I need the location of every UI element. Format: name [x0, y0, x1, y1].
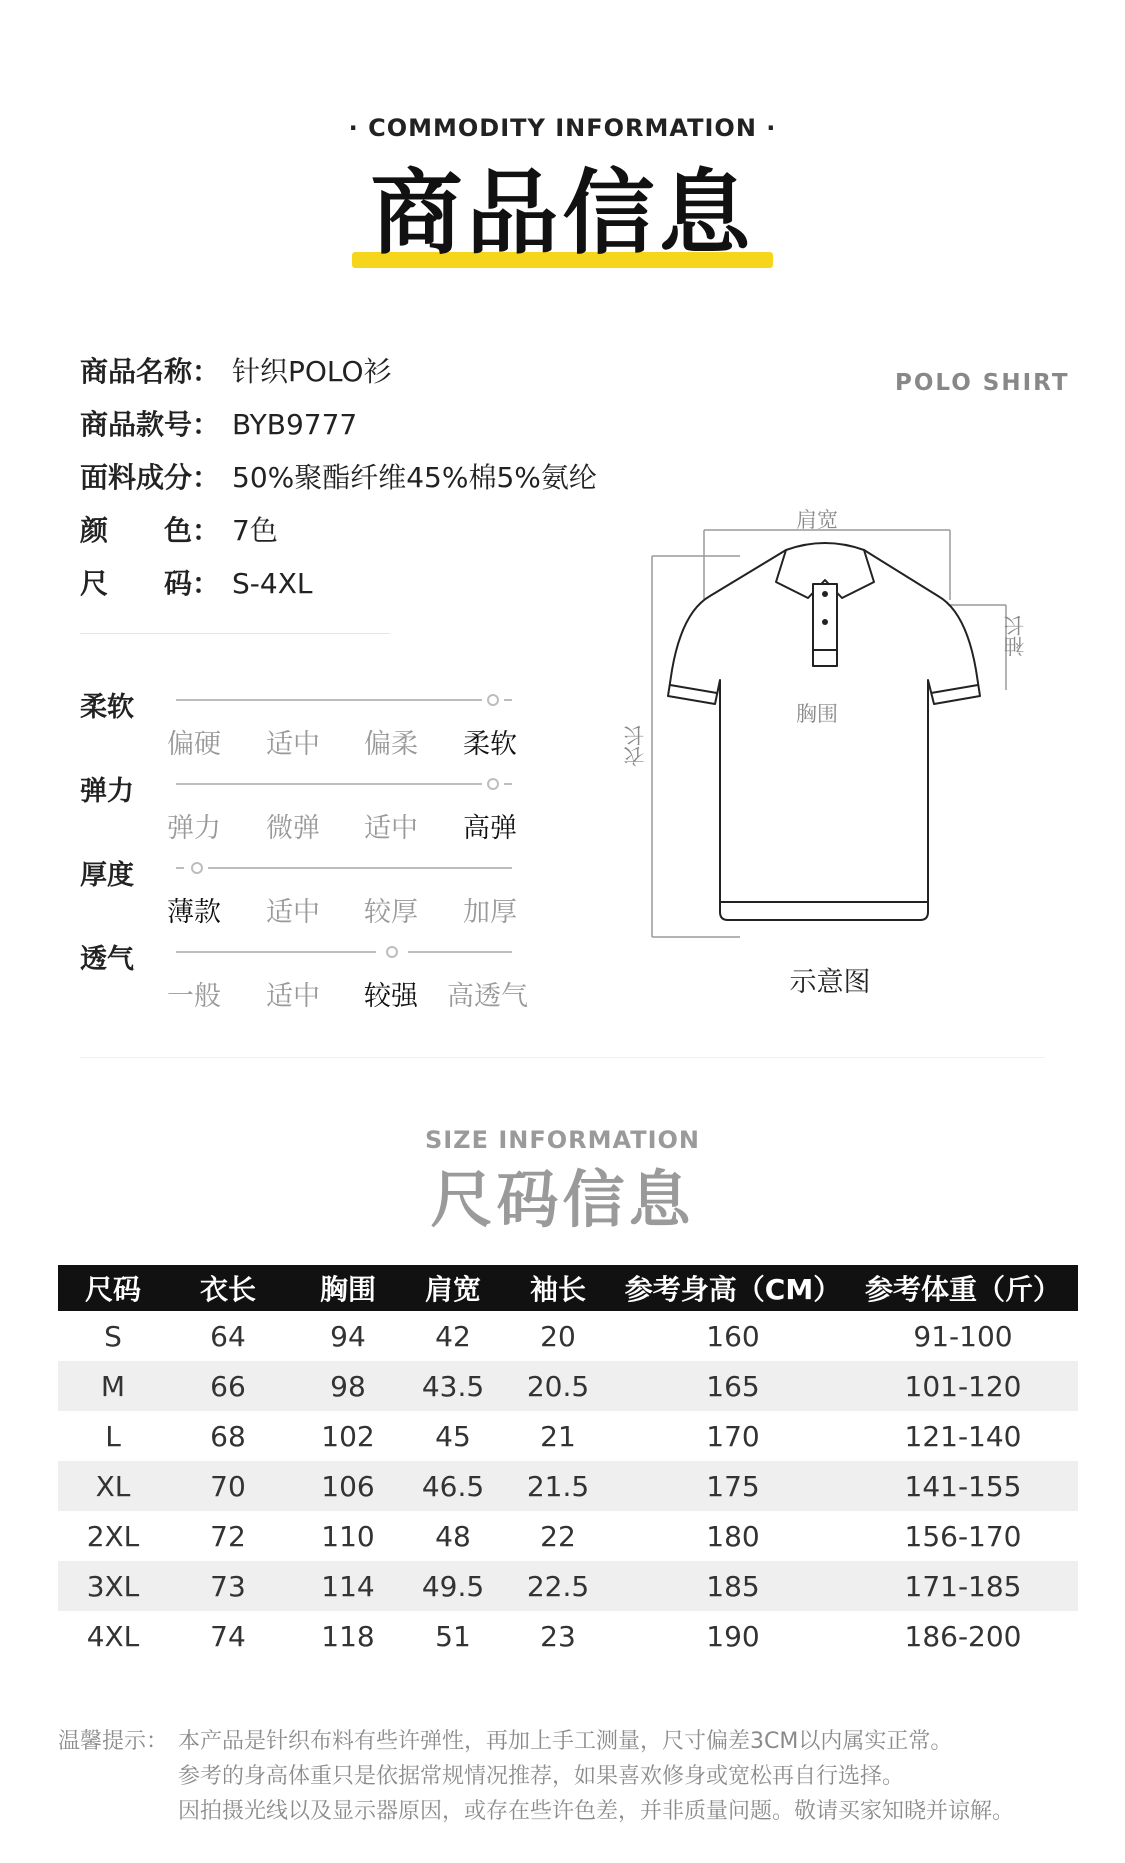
table-cell: 165: [706, 1369, 760, 1403]
softness-scale-marker: [487, 694, 499, 706]
table-cell: 42: [435, 1319, 471, 1353]
thickness-option: 较厚: [364, 897, 418, 928]
table-cell: 51: [435, 1619, 471, 1653]
diagram-length-label: 衣长: [623, 725, 647, 767]
info-row-fabric: [80, 456, 597, 496]
header-cell: 肩宽: [424, 1273, 481, 1306]
notes-line: 参考的身高体重只是依据常规情况推荐，如果喜欢修身或宽松再自行选择。: [178, 1764, 905, 1789]
table-cell: 4XL: [86, 1619, 140, 1653]
elasticity-option: 适中: [364, 813, 418, 844]
table-cell: 98: [330, 1369, 366, 1403]
table-cell: 64: [210, 1319, 246, 1353]
table-cell: 43.5: [421, 1369, 485, 1403]
softness-scale-tail: [504, 699, 512, 701]
table-cell: 21.5: [526, 1469, 590, 1503]
table-cell: 110: [321, 1519, 375, 1553]
diagram-sleeve-label: 袖长: [1003, 615, 1027, 657]
breathability-option: 高透气: [447, 981, 528, 1012]
thickness-option: 加厚: [463, 897, 517, 928]
table-cell: 106: [321, 1469, 375, 1503]
feature-breathability-name: 透气: [80, 944, 134, 975]
thickness-option-selected: 薄款: [167, 897, 221, 928]
size-info-chinese-title: 尺码信息: [430, 1163, 695, 1236]
diagram-caption: 示意图: [789, 967, 871, 998]
info-value: 针织POLO衫: [232, 355, 392, 388]
diagram-chest-label: 胸围: [796, 702, 838, 726]
table-cell: 101-120: [904, 1369, 1022, 1403]
header-cell: 参考体重（斤）: [864, 1273, 1061, 1306]
info-row-style: [80, 403, 357, 443]
table-cell: 70: [210, 1469, 246, 1503]
header-cell: 衣长: [199, 1273, 256, 1306]
elasticity-option-selected: 高弹: [463, 813, 517, 844]
table-cell: 160: [706, 1319, 760, 1353]
polo-shirt-diagram: [620, 500, 1040, 960]
thickness-option: 适中: [266, 897, 320, 928]
notes-line: 因拍摄光线以及显示器原因，或存在些许色差，并非质量问题。敬请买家知晓并谅解。: [178, 1799, 1015, 1824]
elasticity-scale-line: [176, 783, 482, 785]
table-cell: 114: [321, 1569, 375, 1603]
table-row: [58, 1361, 1078, 1411]
table-row: [58, 1561, 1078, 1611]
elasticity-scale-tail: [504, 783, 512, 785]
table-cell: 3XL: [86, 1569, 140, 1603]
info-row-color: [80, 509, 278, 549]
size-table: [58, 1265, 1078, 1661]
feature-softness-name: 柔软: [80, 692, 134, 723]
table-cell: 45: [435, 1419, 471, 1453]
table-cell: 23: [540, 1619, 576, 1653]
table-cell: 170: [706, 1419, 760, 1453]
table-cell: 68: [210, 1419, 246, 1453]
table-cell: 102: [321, 1419, 375, 1453]
table-cell: 20: [540, 1319, 576, 1353]
table-cell: 20.5: [526, 1369, 590, 1403]
table-cell: L: [105, 1419, 121, 1453]
section-divider: [80, 1057, 1045, 1058]
table-cell: 91-100: [913, 1319, 1013, 1353]
table-cell: 48: [435, 1519, 471, 1553]
softness-option: 偏硬: [167, 729, 221, 760]
table-cell: 186-200: [904, 1619, 1022, 1653]
elasticity-scale-marker: [487, 778, 499, 790]
polo-shirt-label: POLO SHIRT: [895, 370, 1070, 396]
table-cell: 72: [210, 1519, 246, 1553]
thickness-scale-marker: [191, 862, 203, 874]
info-value: S-4XL: [232, 567, 313, 600]
table-cell: 180: [706, 1519, 760, 1553]
header-title-wrap: [0, 160, 1125, 267]
info-label: 尺 码：: [80, 567, 221, 600]
table-cell: 66: [210, 1369, 246, 1403]
table-row: [58, 1311, 1078, 1361]
thickness-scale-line: [208, 867, 512, 869]
feature-thickness-name: 厚度: [80, 860, 134, 891]
table-cell: S: [104, 1319, 122, 1353]
breathability-option: 适中: [266, 981, 320, 1012]
info-label: 颜 色：: [80, 514, 221, 547]
table-cell: 156-170: [904, 1519, 1022, 1553]
elasticity-option: 弹力: [167, 813, 221, 844]
breathability-option: 一般: [167, 981, 221, 1012]
feature-elasticity-name: 弹力: [80, 776, 134, 807]
header-cell: 袖长: [529, 1273, 586, 1306]
notes-line: 本产品是针织布料有些许弹性，再加上手工测量，尺寸偏差3CM以内属实正常。: [178, 1729, 953, 1754]
table-cell: 49.5: [421, 1569, 485, 1603]
header-chinese-title: [366, 160, 758, 267]
breathability-scale-line-right: [408, 951, 512, 953]
header-chinese-text: 商品信息: [370, 160, 755, 267]
table-cell: M: [100, 1369, 126, 1403]
table-cell: 46.5: [421, 1469, 485, 1503]
table-cell: 141-155: [904, 1469, 1022, 1503]
notes-prefix: 温馨提示：: [58, 1729, 169, 1754]
header-cell: 尺码: [84, 1273, 141, 1306]
info-value: 50%聚酯纤维45%棉5%氨纶: [232, 461, 597, 494]
table-cell: 22: [540, 1519, 576, 1553]
table-cell: 185: [706, 1569, 760, 1603]
table-cell: 175: [706, 1469, 760, 1503]
info-row-size: [80, 562, 312, 602]
diagram-shoulder-label: 肩宽: [796, 508, 838, 532]
table-cell: 21: [540, 1419, 576, 1453]
info-divider: [80, 633, 390, 634]
info-label: 商品名称：: [80, 355, 221, 388]
header-cell: 参考身高（CM）: [624, 1273, 842, 1306]
breathability-option-selected: 较强: [364, 981, 418, 1012]
table-cell: 121-140: [904, 1419, 1022, 1453]
table-cell: XL: [95, 1469, 131, 1503]
thickness-scale-head: [176, 867, 184, 869]
table-cell: 94: [330, 1319, 366, 1353]
info-row-name: [80, 350, 392, 390]
table-cell: 74: [210, 1619, 246, 1653]
table-row: [58, 1411, 1078, 1461]
size-table-header: [58, 1265, 1078, 1311]
softness-scale-line: [176, 699, 482, 701]
table-cell: 73: [210, 1569, 246, 1603]
softness-option: 适中: [266, 729, 320, 760]
softness-option-selected: 柔软: [463, 729, 517, 760]
softness-option: 偏柔: [364, 729, 418, 760]
table-cell: 190: [706, 1619, 760, 1653]
table-cell: 171-185: [904, 1569, 1022, 1603]
breathability-scale-line-left: [176, 951, 376, 953]
info-label: 商品款号：: [80, 408, 221, 441]
breathability-scale-marker: [386, 946, 398, 958]
info-value: BYB9777: [232, 408, 358, 441]
info-value: 7色: [232, 514, 278, 547]
table-cell: 2XL: [86, 1519, 140, 1553]
info-label: 面料成分：: [80, 461, 221, 494]
table-cell: 118: [321, 1619, 375, 1653]
elasticity-option: 微弹: [266, 813, 320, 844]
table-row: [58, 1611, 1078, 1661]
table-row: [58, 1511, 1078, 1561]
header-cell: 胸围: [319, 1273, 376, 1306]
table-cell: 22.5: [526, 1569, 590, 1603]
size-info-english-title: SIZE INFORMATION: [424, 1126, 701, 1154]
header-english-title: · COMMODITY INFORMATION ·: [348, 114, 777, 142]
table-row: [58, 1461, 1078, 1511]
